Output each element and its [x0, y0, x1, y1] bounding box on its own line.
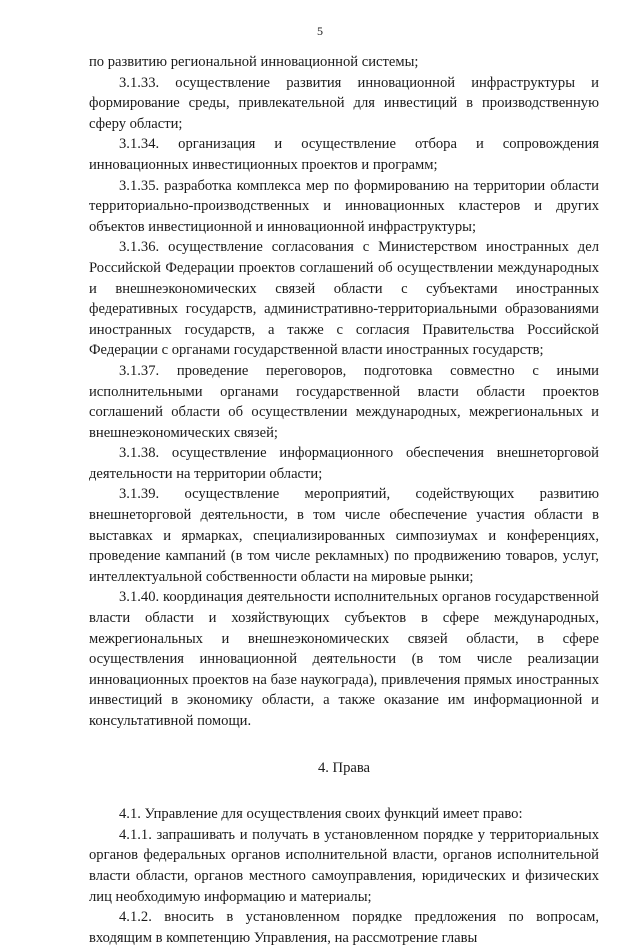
paragraph: 3.1.34. организация и осуществление отбора и сопровождения инновационных инвестиционных проектов и программ;: [89, 136, 599, 173]
paragraph: 3.1.33. осуществление развития инновационной инфраструктуры и формирование среды, привлекательной для инвестиций в производственную сферу области;: [89, 74, 599, 132]
section-title: 4. Права: [317, 759, 371, 776]
paragraph: 4.1. Управление для осуществления своих функций имеет право:: [119, 806, 523, 823]
paragraph: 3.1.39. осуществление мероприятий, содействующих развитию внешнеторговой деятельности, в том числе обеспечение участия области в выставках и ярмарках, специализированных симпозиумах и конференциях, проведение кампаний (в том числе рекламных) по продвижению товаров, услуг, интеллектуальной собственности области на мировые рынки;: [89, 486, 599, 585]
paragraph: 3.1.36. осуществление согласования с Министерством иностранных дел Российской Федерации проектов соглашений об осуществлении международных и внешнеэкономических связей области с субъектами иностранных федеративных государств, административно-территориальными образованиями иностранных государств, а также с согласия Правительства Российской Федерации с органами государственной власти иностранных государств;: [89, 239, 599, 359]
duties-list: [89, 52, 599, 732]
paragraph: 4.1.2. вносить в установленном порядке предложения по вопросам, входящим в компетенцию Управления, на рассмотрение главы: [89, 909, 599, 946]
rights-list: [89, 804, 599, 948]
paragraph: 3.1.38. осуществление информационного обеспечения внешнеторговой деятельности на территории области;: [89, 445, 599, 482]
paragraph: 3.1.35. разработка комплекса мер по формированию на территории области территориально-производственных и инновационных кластеров и других объектов инвестиционной и инновационной инфраструктуры;: [89, 177, 599, 235]
paragraph: 3.1.37. проведение переговоров, подготовка совместно с иными исполнительными органами государственной власти области проектов соглашений области об осуществлении международных, межрегиональных и внешнеэкономических связей;: [89, 362, 599, 441]
page-number: 5: [317, 24, 323, 38]
paragraph: 4.1.1. запрашивать и получать в установленном порядке у территориальных органов федеральных органов исполнительной власти, органов исполнительной власти области, органов местного самоуправления, юридических и физических лиц необходимую информацию и материалы;: [89, 826, 599, 905]
paragraph: по развитию региональной инновационной системы;: [89, 54, 419, 70]
paragraph: 3.1.40. координация деятельности исполнительных органов государственной власти области и хозяйствующих субъектов в сфере международных, межрегиональных и внешнеэкономических связей области, в сфере осуществления инновационной деятельности (в том числе реализации инновационных проектов на базе наукограда), привлечения прямых иностранных инвестиций в экономику области, а также оказание им информационной и консультативной помощи.: [89, 589, 599, 729]
document-body: [89, 52, 599, 948]
